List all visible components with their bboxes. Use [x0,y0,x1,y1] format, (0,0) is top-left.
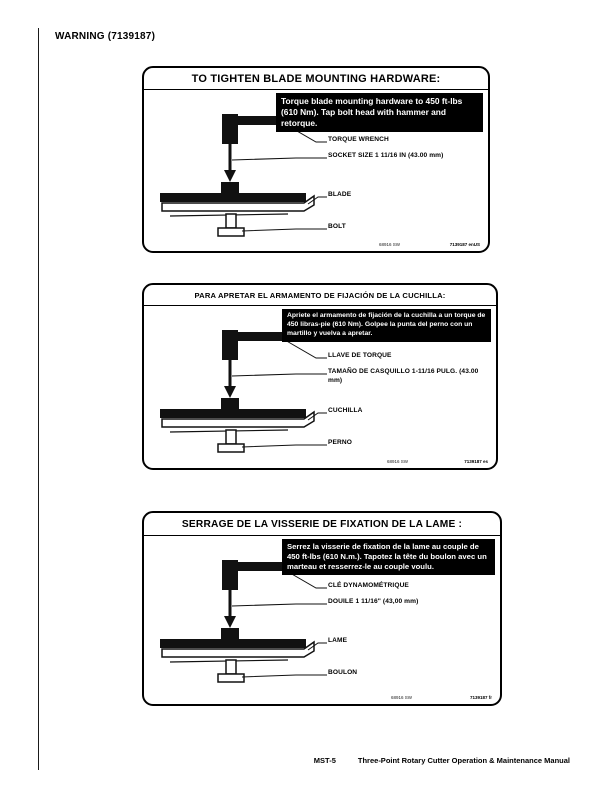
callout-torque-wrench: LLAVE DE TORQUE [328,352,392,359]
callout-bolt: BOULON [328,669,358,676]
down-arrow-shape [224,386,236,398]
page-footer [314,756,570,765]
torque-wrench-head-shape [222,330,238,360]
down-arrow-shape [224,616,236,628]
part-code: 68916 SW [378,242,400,247]
safety-label-english [142,66,490,253]
down-arrow-shape [224,170,236,182]
doc-code: 7139187 fr [469,695,492,700]
torque-wrench-handle-shape [238,562,284,571]
footer-manual-title: Three-Point Rotary Cutter Operation & Maintenance Manual [357,756,570,765]
callout-torque-wrench: TORQUE WRENCH [328,136,389,143]
bolt-shaft-shape [226,430,236,444]
torque-wrench-handle-shape [238,332,284,341]
label-title: SERRAGE DE LA VISSERIE DE FIXATION DE LA LAME : [144,513,500,536]
doc-code: 7139187 enUS [449,242,480,247]
deck-bar-shape [160,639,306,648]
deck-bar-shape [160,193,306,202]
label-title: PARA APRETAR EL ARMAMENTO DE FIJACIÓN DE LA CUCHILLA: [144,285,496,306]
callout-bolt: BOLT [328,223,346,230]
torque-wrench-head-shape [222,560,238,590]
bolt-shaft-shape [226,214,236,228]
torque-wrench-head-shape [222,114,238,144]
page-edge-line [38,28,39,770]
bolt-head-shape [218,674,244,682]
page-header: WARNING (7139187) [55,31,156,42]
callout-blade: CUCHILLA [328,407,363,414]
instruction-box: Apriete el armamento de fijación de la cuchilla a un torque de 450 libras-pie (610 Nm). Golpee la punta del perno con un martillo y vuelva a apretar. [282,309,491,342]
callout-socket: DOUILE 1 11/16" (43,00 mm) [328,598,419,605]
instruction-box: Serrez la visserie de fixation de la lame au couple de 450 ft-lbs (610 N.m.). Tapotez la tête du boulon avec un marteau et resserrez-le au couple voulu. [282,539,495,575]
bolt-head-shape [218,444,244,452]
doc-code: 7139187 es [464,459,488,464]
callout-blade: LAME [328,637,348,644]
bolt-head-shape [218,228,244,236]
instruction-box: Torque blade mounting hardware to 450 ft-lbs (610 Nm). Tap bolt head with hammer and retorque. [276,93,483,132]
bolt-shaft-shape [226,660,236,674]
footer-page-number: MST-5 [313,756,336,765]
label-title: TO TIGHTEN BLADE MOUNTING HARDWARE: [144,68,488,90]
callout-bolt: PERNO [328,439,352,446]
callout-torque-wrench: CLÉ DYNAMOMÉTRIQUE [328,582,409,589]
part-code: 68916 SW [390,695,412,700]
deck-bar-shape [160,409,306,418]
callout-socket: TAMAÑO DE CASQUILLO 1-11/16 PULG. (43.00 mm) [328,368,479,384]
safety-label-spanish [142,283,498,470]
callout-blade: BLADE [328,191,352,198]
callout-socket: SOCKET SIZE 1 11/16 IN (43.00 mm) [328,152,444,159]
part-code: 68916 SW [386,459,408,464]
safety-label-french [142,511,502,706]
